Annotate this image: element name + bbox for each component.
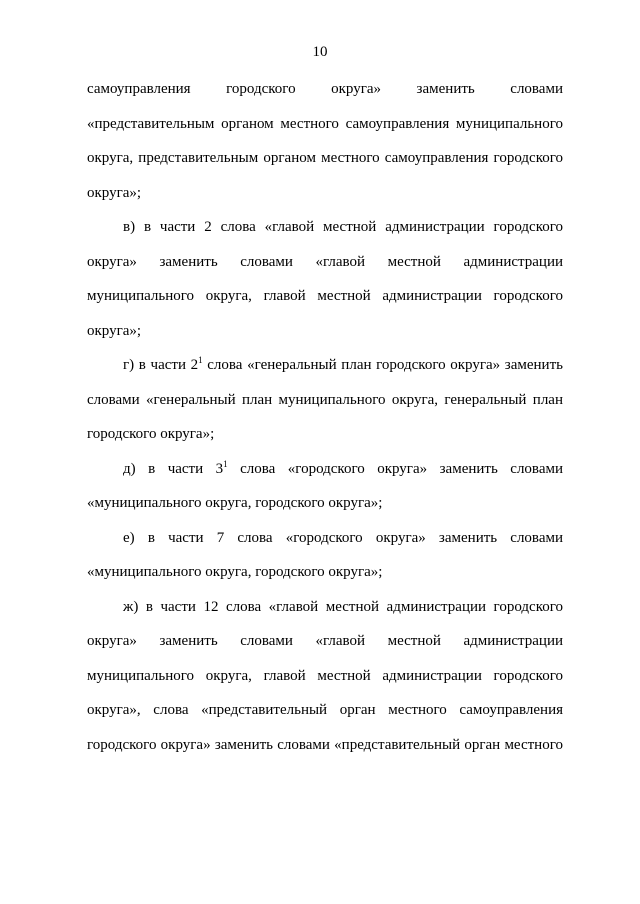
text-line: в) в части 2 слова «главой местной администрации городского [123, 219, 563, 235]
text-line: округа»; [87, 322, 142, 339]
text-run: г) в части 2 [123, 357, 199, 373]
document-body [87, 72, 563, 762]
text-line: городского округа» заменить словами «представительный орган местного [87, 736, 563, 753]
text-run: д) в части 3 [123, 460, 224, 477]
text-line: словами «генеральный план муниципального округа, генеральный план [87, 391, 563, 408]
text-line: округа»; [87, 184, 142, 201]
text-line [87, 348, 563, 383]
text-line: округа, представительным органом местного самоуправления городского [87, 150, 563, 166]
text-line: самоуправления городского округа» заменить словами [87, 81, 563, 97]
text-line: округа» заменить словами «главой местной администрации [87, 253, 563, 270]
superscript: 1 [198, 355, 203, 365]
superscript: 1 [223, 458, 228, 469]
text-line: ж) в части 12 слова «главой местной администрации городского [123, 598, 563, 615]
text-line: городского округа»; [87, 426, 215, 442]
text-line: «муниципального округа, городского округа»; [87, 564, 383, 580]
text-run: слова «городского округа» заменить словами [227, 460, 563, 477]
text-line: муниципального округа, главой местной администрации городского [87, 288, 563, 304]
text-line: округа» заменить словами «главой местной администрации [87, 633, 563, 649]
text-line: «муниципального округа, городского округа»; [87, 495, 383, 511]
text-line [87, 452, 563, 487]
page-number: 10 [312, 44, 328, 60]
text-line: округа», слова «представительный орган местного самоуправления [87, 702, 563, 718]
text-line: муниципального округа, главой местной администрации городского [87, 667, 563, 684]
text-run: слова «генеральный план городского округа» заменить [202, 357, 563, 373]
text-line: е) в части 7 слова «городского округа» заменить словами [123, 529, 563, 546]
text-line: «представительным органом местного самоуправления муниципального [87, 115, 563, 132]
